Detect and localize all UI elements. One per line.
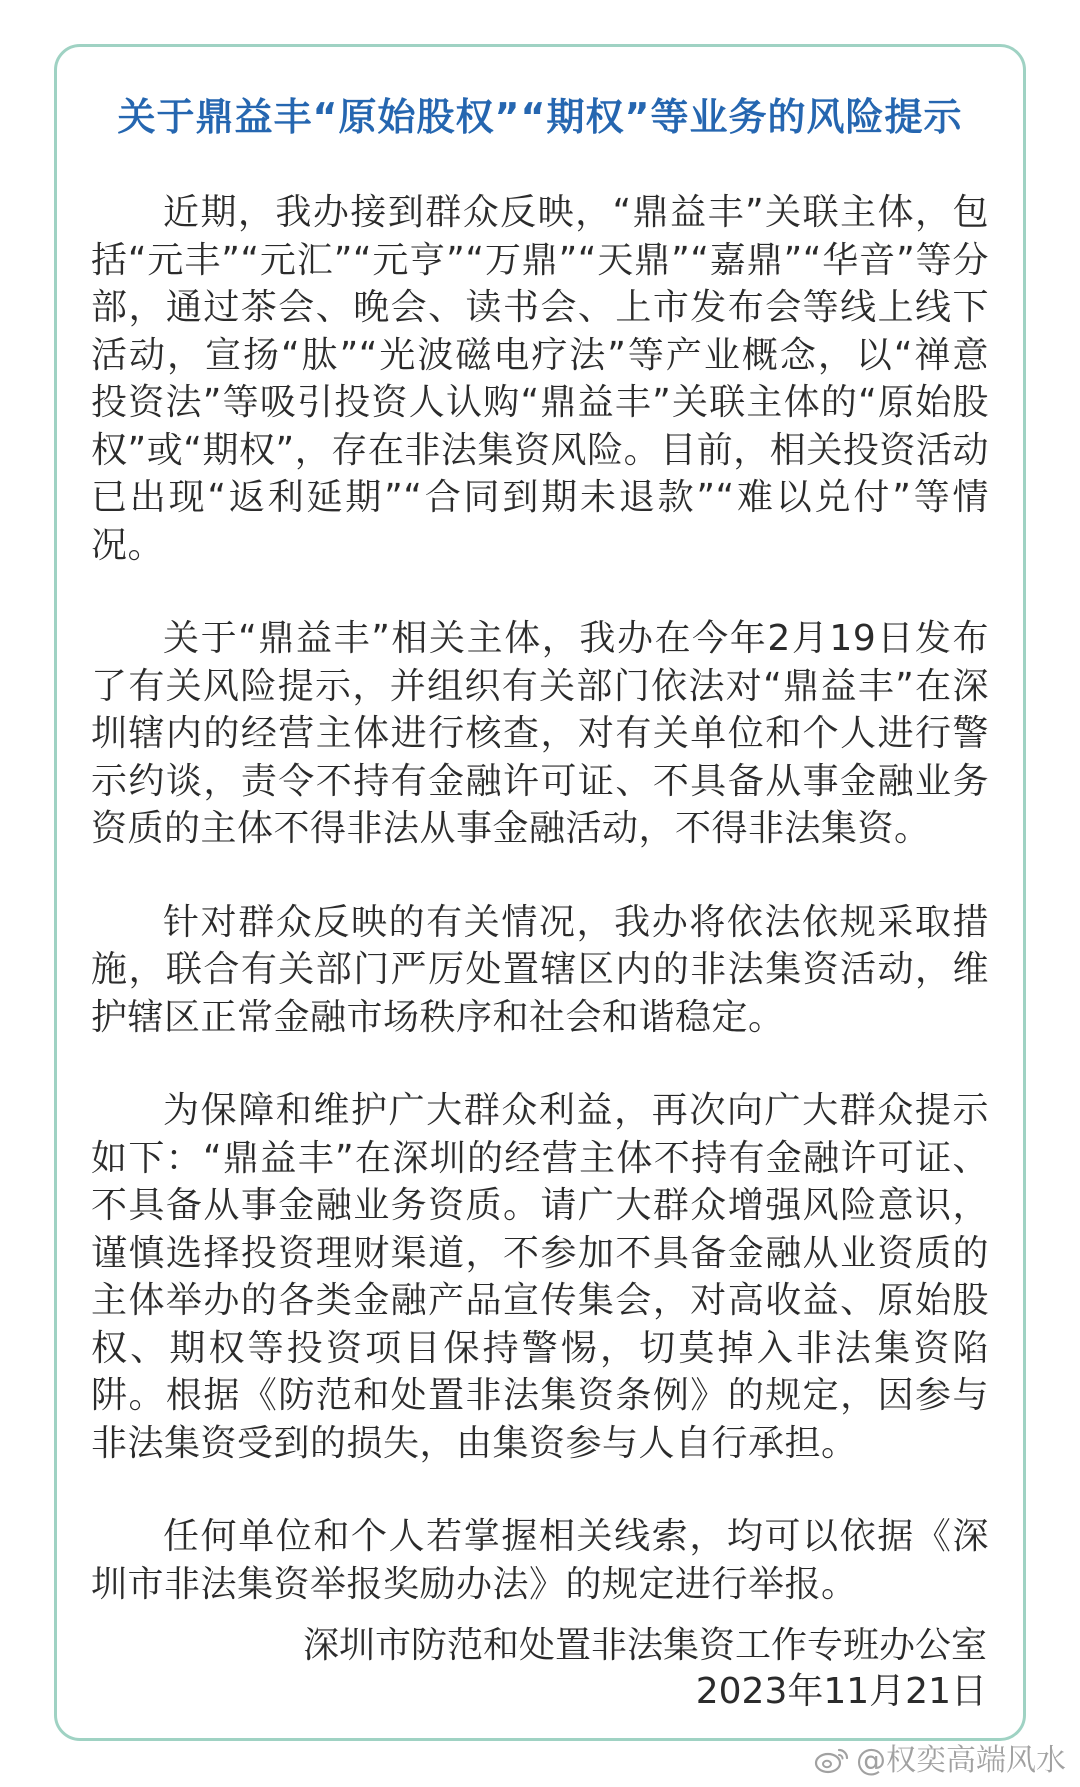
- notice-paragraph-1: 近期，我办接到群众反映，“鼎益丰”关联主体，包括“元丰”“元汇”“元亨”“万鼎”“天鼎”“嘉鼎”“华音”等分部，通过茶会、晚会、读书会、上市发布会等线上线下活动，宣扬“肽”“光波磁电疗法”等产业概念，以“禅意投资法”等吸引投资人认购“鼎益丰”关联主体的“原始股权”或“期权”，存在非法集资风险。目前，相关投资活动已出现“返利延期”“合同到期未退款”“难以兑付”等情况。: [91, 192, 989, 566]
- notice-paragraph-4: 为保障和维护广大群众利益，再次向广大群众提示如下：“鼎益丰”在深圳的经营主体不持有金融许可证、不具备从事金融业务资质。请广大群众增强风险意识，谨慎选择投资理财渠道，不参加不具备金融从业资质的主体举办的各类金融产品宣传集会，对高收益、原始股权、期权等投资项目保持警惕，切莫掉入非法集资陷阱。根据《防范和处置非法集资条例》的规定，因参与非法集资受到的损失，由集资参与人自行承担。: [91, 1090, 989, 1464]
- watermark-text: @权奕高端风水: [856, 1743, 1066, 1778]
- notice-card: [54, 44, 1026, 1741]
- notice-paragraph-2: 关于“鼎益丰”相关主体，我办在今年2月19日发布了有关风险提示，并组织有关部门依法对“鼎益丰”在深圳辖内的经营主体进行核查，对有关单位和个人进行警示约谈，责令不持有金融许可证、不具备从事金融业务资质的主体不得非法从事金融活动，不得非法集资。: [91, 618, 989, 849]
- notice-body: [91, 189, 989, 1654]
- watermark: [814, 1735, 1066, 1779]
- signature-organization: 深圳市防范和处置非法集资工作专班办公室: [302, 1625, 987, 1666]
- notice-title: 关于鼎益丰“原始股权”“期权”等业务的风险提示: [117, 95, 963, 139]
- signature-date: 2023年11月21日: [695, 1671, 987, 1712]
- notice-paragraph-5: 任何单位和个人若掌握相关线索，均可以依据《深圳市非法集资举报奖励办法》的规定进行举报。: [91, 1516, 989, 1605]
- notice-paragraph-3: 针对群众反映的有关情况，我办将依法依规采取措施，联合有关部门严厉处置辖区内的非法集资活动，维护辖区正常金融市场秩序和社会和谐稳定。: [91, 901, 989, 1038]
- signature-block: [303, 1623, 987, 1715]
- weibo-icon: [814, 1746, 850, 1774]
